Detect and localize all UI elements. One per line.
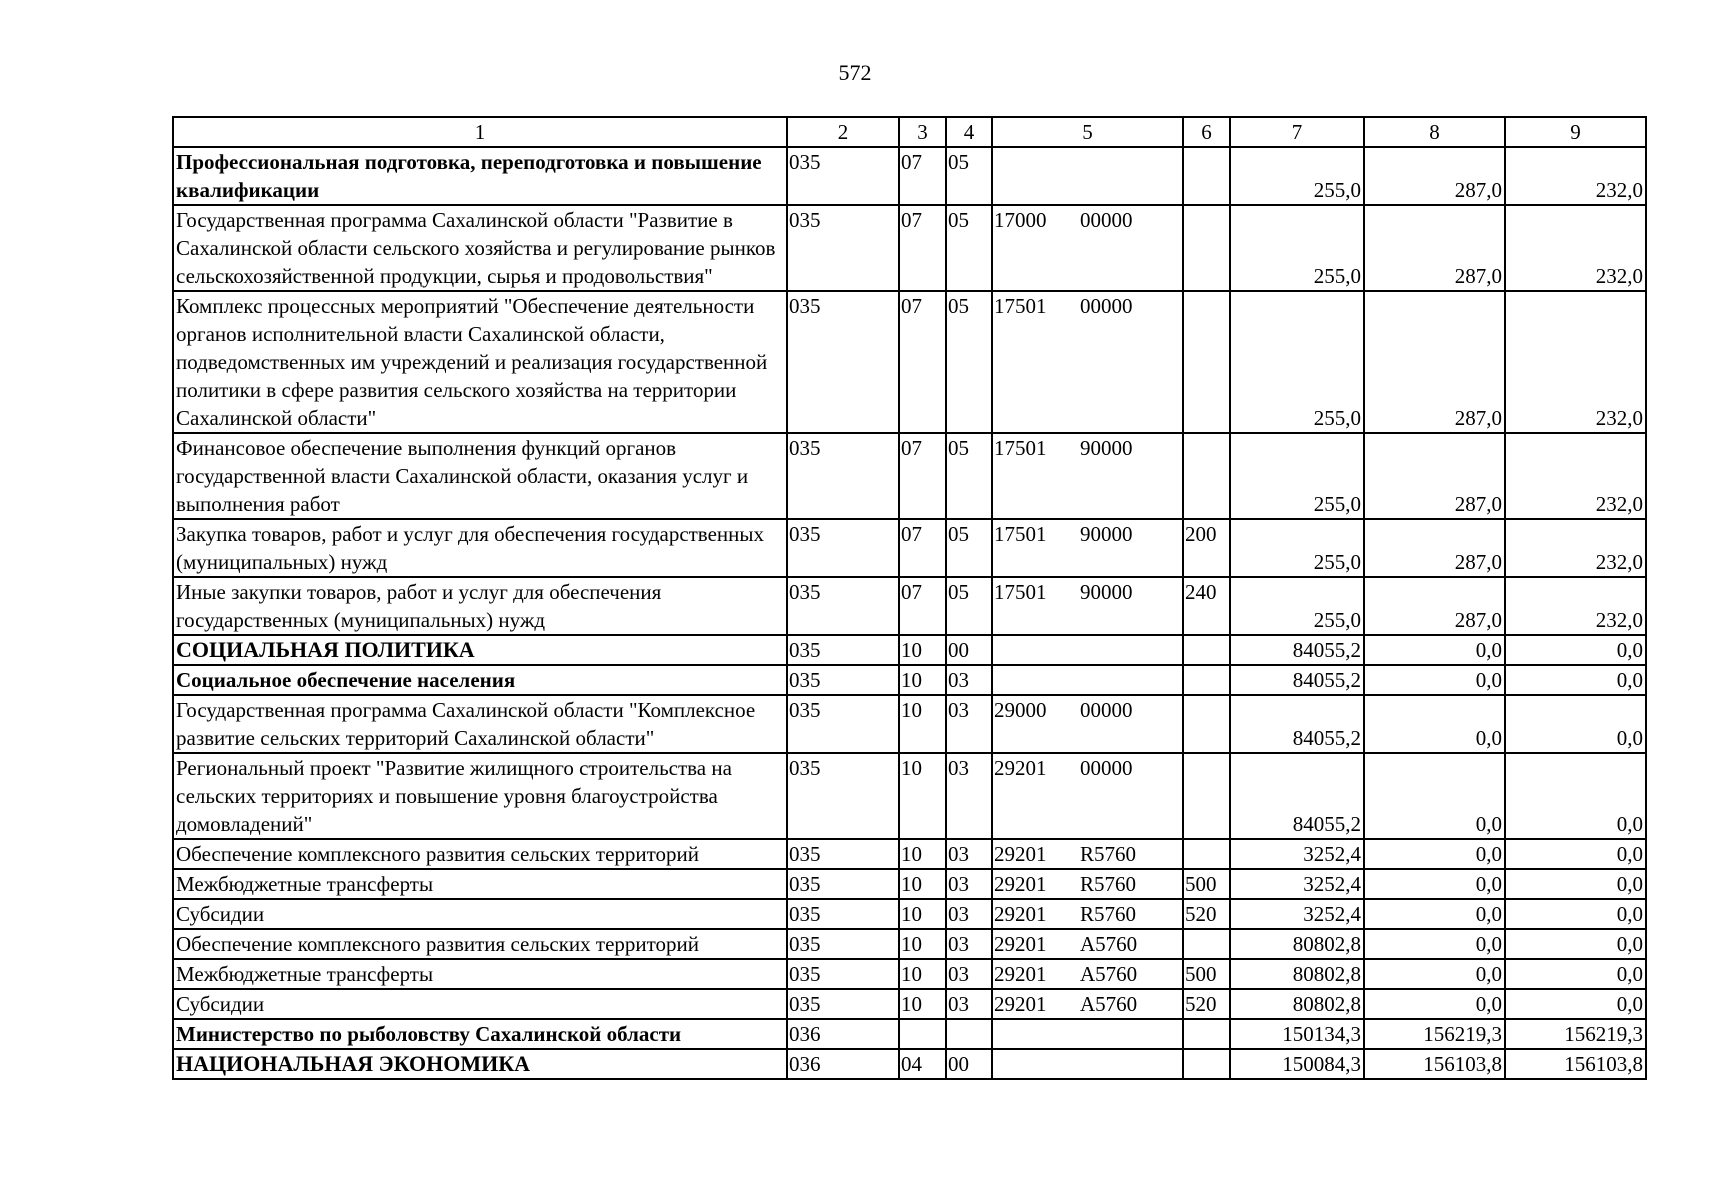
cell-section: 10 (899, 695, 946, 753)
cell-year-1: 3252,4 (1230, 899, 1364, 929)
cell-year-3: 156219,3 (1505, 1019, 1646, 1049)
cell-section: 07 (899, 291, 946, 433)
cell-expense-type: 500 (1183, 869, 1230, 899)
cell-subsection: 03 (946, 839, 992, 869)
page-number: 572 (838, 60, 872, 85)
cell-subsection (946, 1019, 992, 1049)
cell-year-3: 0,0 (1505, 959, 1646, 989)
table-row (173, 899, 1646, 929)
cell-admin-code: 035 (787, 665, 899, 695)
cell-section: 10 (899, 753, 946, 839)
cell-expense-type: 500 (1183, 959, 1230, 989)
cell-year-2: 0,0 (1364, 635, 1505, 665)
cell-section: 10 (899, 959, 946, 989)
cell-expense-type: 520 (1183, 899, 1230, 929)
cell-section: 10 (899, 869, 946, 899)
cell-year-3: 232,0 (1505, 205, 1646, 291)
header-col-6: 6 (1183, 117, 1230, 147)
row-name: Субсидии (173, 899, 787, 929)
cell-admin-code: 035 (787, 519, 899, 577)
table-row (173, 291, 1646, 433)
cell-subsection: 03 (946, 959, 992, 989)
cell-year-2: 0,0 (1364, 899, 1505, 929)
cell-section: 10 (899, 839, 946, 869)
cell-admin-code: 035 (787, 147, 899, 205)
cell-year-3: 232,0 (1505, 433, 1646, 519)
cell-year-1: 84055,2 (1230, 695, 1364, 753)
cell-target-article (992, 989, 1183, 1019)
cell-year-3: 0,0 (1505, 899, 1646, 929)
target-article-program: 29201 (994, 842, 1047, 866)
cell-section (899, 1019, 946, 1049)
row-name: Региональный проект "Развитие жилищного строительства на сельских территориях и повышение уровня благоустройства домовладений" (173, 753, 787, 839)
header-col-3: 3 (899, 117, 946, 147)
cell-admin-code: 035 (787, 753, 899, 839)
table-row (173, 929, 1646, 959)
target-article-direction: A5760 (1080, 932, 1138, 956)
cell-section: 10 (899, 899, 946, 929)
cell-subsection: 00 (946, 635, 992, 665)
target-article-program: 17000 (994, 208, 1047, 232)
target-article-program: 29201 (994, 902, 1047, 926)
cell-year-2: 0,0 (1364, 869, 1505, 899)
cell-year-3: 156103,8 (1505, 1049, 1646, 1079)
cell-subsection: 03 (946, 753, 992, 839)
table-row (173, 1019, 1646, 1049)
cell-expense-type (1183, 291, 1230, 433)
row-name: Иные закупки товаров, работ и услуг для обеспечения государственных (муниципальных) нужд (173, 577, 787, 635)
cell-year-3: 232,0 (1505, 147, 1646, 205)
cell-expense-type (1183, 1019, 1230, 1049)
cell-year-1: 150084,3 (1230, 1049, 1364, 1079)
target-article-program: 17501 (994, 294, 1047, 318)
cell-target-article (992, 147, 1183, 205)
cell-admin-code: 036 (787, 1049, 899, 1079)
cell-admin-code: 035 (787, 899, 899, 929)
target-article-program: 29201 (994, 962, 1047, 986)
cell-year-2: 0,0 (1364, 753, 1505, 839)
cell-target-article (992, 665, 1183, 695)
cell-year-2: 0,0 (1364, 839, 1505, 869)
cell-subsection: 00 (946, 1049, 992, 1079)
cell-subsection: 05 (946, 147, 992, 205)
cell-year-2: 287,0 (1364, 147, 1505, 205)
table-row (173, 1049, 1646, 1079)
cell-year-1: 3252,4 (1230, 839, 1364, 869)
budget-table (172, 116, 1647, 1080)
table-row (173, 959, 1646, 989)
cell-admin-code: 035 (787, 959, 899, 989)
cell-expense-type: 520 (1183, 989, 1230, 1019)
row-name: Профессиональная подготовка, переподготовка и повышение квалификации (173, 147, 787, 205)
cell-target-article (992, 635, 1183, 665)
header-col-9: 9 (1505, 117, 1646, 147)
cell-year-3: 232,0 (1505, 519, 1646, 577)
cell-year-1: 84055,2 (1230, 665, 1364, 695)
header-col-5: 5 (992, 117, 1183, 147)
cell-admin-code: 035 (787, 695, 899, 753)
target-article-program: 29201 (994, 872, 1047, 896)
cell-year-2: 287,0 (1364, 205, 1505, 291)
row-name: Обеспечение комплексного развития сельских территорий (173, 839, 787, 869)
target-article-direction: 90000 (1080, 436, 1133, 460)
table-row (173, 635, 1646, 665)
cell-admin-code: 035 (787, 869, 899, 899)
target-article-program: 17501 (994, 580, 1047, 604)
cell-year-1: 80802,8 (1230, 929, 1364, 959)
cell-subsection: 03 (946, 665, 992, 695)
header-col-4: 4 (946, 117, 992, 147)
cell-year-1: 84055,2 (1230, 753, 1364, 839)
row-name: Государственная программа Сахалинской области "Развитие в Сахалинской области сельского хозяйства и регулирование рынков сельскохозяйственной продукции, сырья и продовольствия" (173, 205, 787, 291)
cell-year-1: 84055,2 (1230, 635, 1364, 665)
cell-admin-code: 035 (787, 577, 899, 635)
cell-admin-code: 035 (787, 929, 899, 959)
table-row (173, 519, 1646, 577)
cell-year-2: 287,0 (1364, 433, 1505, 519)
row-name: Государственная программа Сахалинской области "Комплексное развитие сельских территорий Сахалинской области" (173, 695, 787, 753)
cell-subsection: 03 (946, 929, 992, 959)
cell-year-1: 80802,8 (1230, 959, 1364, 989)
target-article-direction: 00000 (1080, 698, 1133, 722)
cell-admin-code: 035 (787, 433, 899, 519)
cell-section: 10 (899, 989, 946, 1019)
cell-admin-code: 035 (787, 989, 899, 1019)
cell-expense-type (1183, 433, 1230, 519)
row-name: Социальное обеспечение населения (173, 665, 787, 695)
cell-admin-code: 035 (787, 635, 899, 665)
target-article-program: 17501 (994, 522, 1047, 546)
target-article-direction: 90000 (1080, 522, 1133, 546)
target-article-direction: R5760 (1080, 902, 1137, 926)
cell-year-1: 255,0 (1230, 519, 1364, 577)
cell-year-3: 0,0 (1505, 869, 1646, 899)
cell-expense-type: 200 (1183, 519, 1230, 577)
row-name: Комплекс процессных мероприятий "Обеспечение деятельности органов исполнительной власти Сахалинской области, подведомственных им учреждений и реализация государственной политики в сфере развития сельского хозяйства на территории Сахалинской области" (173, 291, 787, 433)
cell-subsection: 03 (946, 695, 992, 753)
cell-year-1: 255,0 (1230, 433, 1364, 519)
cell-section: 04 (899, 1049, 946, 1079)
row-name: НАЦИОНАЛЬНАЯ ЭКОНОМИКА (173, 1049, 787, 1079)
target-article-program: 17501 (994, 436, 1047, 460)
cell-year-3: 232,0 (1505, 291, 1646, 433)
cell-expense-type (1183, 1049, 1230, 1079)
target-article-program: 29201 (994, 756, 1047, 780)
cell-target-article (992, 291, 1183, 433)
row-name: Финансовое обеспечение выполнения функций органов государственной власти Сахалинской области, оказания услуг и выполнения работ (173, 433, 787, 519)
cell-year-1: 255,0 (1230, 205, 1364, 291)
row-name: СОЦИАЛЬНАЯ ПОЛИТИКА (173, 635, 787, 665)
cell-year-3: 0,0 (1505, 635, 1646, 665)
cell-section: 07 (899, 147, 946, 205)
cell-admin-code: 035 (787, 839, 899, 869)
target-article-direction: 00000 (1080, 756, 1133, 780)
target-article-program: 29201 (994, 932, 1047, 956)
cell-target-article (992, 839, 1183, 869)
target-article-direction: 90000 (1080, 580, 1133, 604)
table-row (173, 753, 1646, 839)
cell-expense-type (1183, 695, 1230, 753)
cell-year-2: 0,0 (1364, 959, 1505, 989)
cell-year-1: 255,0 (1230, 291, 1364, 433)
cell-target-article (992, 1019, 1183, 1049)
target-article-program: 29000 (994, 698, 1047, 722)
cell-year-3: 0,0 (1505, 929, 1646, 959)
cell-section: 10 (899, 635, 946, 665)
table-row (173, 205, 1646, 291)
cell-expense-type (1183, 635, 1230, 665)
cell-subsection: 05 (946, 577, 992, 635)
cell-year-1: 255,0 (1230, 147, 1364, 205)
cell-year-1: 255,0 (1230, 577, 1364, 635)
header-col-7: 7 (1230, 117, 1364, 147)
table-row (173, 665, 1646, 695)
cell-year-3: 0,0 (1505, 695, 1646, 753)
cell-expense-type (1183, 929, 1230, 959)
target-article-direction: A5760 (1080, 962, 1138, 986)
cell-section: 07 (899, 433, 946, 519)
cell-year-1: 3252,4 (1230, 869, 1364, 899)
table-row (173, 147, 1646, 205)
cell-section: 07 (899, 519, 946, 577)
target-article-direction: 00000 (1080, 208, 1133, 232)
row-name: Межбюджетные трансферты (173, 959, 787, 989)
cell-year-3: 0,0 (1505, 665, 1646, 695)
cell-section: 10 (899, 665, 946, 695)
cell-year-2: 0,0 (1364, 695, 1505, 753)
cell-subsection: 05 (946, 519, 992, 577)
table-row (173, 695, 1646, 753)
cell-subsection: 03 (946, 869, 992, 899)
cell-subsection: 05 (946, 433, 992, 519)
cell-expense-type (1183, 665, 1230, 695)
cell-admin-code: 036 (787, 1019, 899, 1049)
cell-year-3: 0,0 (1505, 839, 1646, 869)
cell-year-3: 0,0 (1505, 989, 1646, 1019)
cell-year-2: 156219,3 (1364, 1019, 1505, 1049)
target-article-direction: A5760 (1080, 992, 1138, 1016)
cell-target-article (992, 695, 1183, 753)
cell-target-article (992, 869, 1183, 899)
cell-target-article (992, 959, 1183, 989)
cell-year-2: 287,0 (1364, 519, 1505, 577)
cell-year-2: 156103,8 (1364, 1049, 1505, 1079)
cell-section: 07 (899, 205, 946, 291)
cell-expense-type (1183, 839, 1230, 869)
cell-expense-type (1183, 147, 1230, 205)
cell-subsection: 03 (946, 899, 992, 929)
cell-year-2: 0,0 (1364, 989, 1505, 1019)
header-col-1: 1 (173, 117, 787, 147)
cell-target-article (992, 433, 1183, 519)
cell-expense-type (1183, 205, 1230, 291)
target-article-direction: 00000 (1080, 294, 1133, 318)
cell-year-2: 0,0 (1364, 665, 1505, 695)
cell-year-2: 0,0 (1364, 929, 1505, 959)
row-name: Министерство по рыболовству Сахалинской области (173, 1019, 787, 1049)
cell-year-3: 232,0 (1505, 577, 1646, 635)
header-col-8: 8 (1364, 117, 1505, 147)
cell-year-2: 287,0 (1364, 291, 1505, 433)
row-name: Обеспечение комплексного развития сельских территорий (173, 929, 787, 959)
row-name: Межбюджетные трансферты (173, 869, 787, 899)
target-article-direction: R5760 (1080, 872, 1137, 896)
row-name: Субсидии (173, 989, 787, 1019)
cell-year-1: 150134,3 (1230, 1019, 1364, 1049)
cell-expense-type (1183, 753, 1230, 839)
target-article-direction: R5760 (1080, 842, 1137, 866)
cell-target-article (992, 753, 1183, 839)
table-row (173, 839, 1646, 869)
cell-target-article (992, 929, 1183, 959)
cell-target-article (992, 577, 1183, 635)
cell-target-article (992, 1049, 1183, 1079)
cell-year-2: 287,0 (1364, 577, 1505, 635)
cell-section: 07 (899, 577, 946, 635)
cell-target-article (992, 205, 1183, 291)
cell-subsection: 05 (946, 291, 992, 433)
table-row (173, 989, 1646, 1019)
cell-target-article (992, 899, 1183, 929)
cell-expense-type: 240 (1183, 577, 1230, 635)
cell-year-3: 0,0 (1505, 753, 1646, 839)
header-col-2: 2 (787, 117, 899, 147)
cell-section: 10 (899, 929, 946, 959)
row-name: Закупка товаров, работ и услуг для обеспечения государственных (муниципальных) нужд (173, 519, 787, 577)
table-row (173, 869, 1646, 899)
cell-admin-code: 035 (787, 291, 899, 433)
cell-subsection: 05 (946, 205, 992, 291)
table-row (173, 433, 1646, 519)
cell-year-1: 80802,8 (1230, 989, 1364, 1019)
target-article-program: 29201 (994, 992, 1047, 1016)
table-header-row (173, 117, 1646, 147)
cell-subsection: 03 (946, 989, 992, 1019)
cell-target-article (992, 519, 1183, 577)
cell-admin-code: 035 (787, 205, 899, 291)
table-row (173, 577, 1646, 635)
